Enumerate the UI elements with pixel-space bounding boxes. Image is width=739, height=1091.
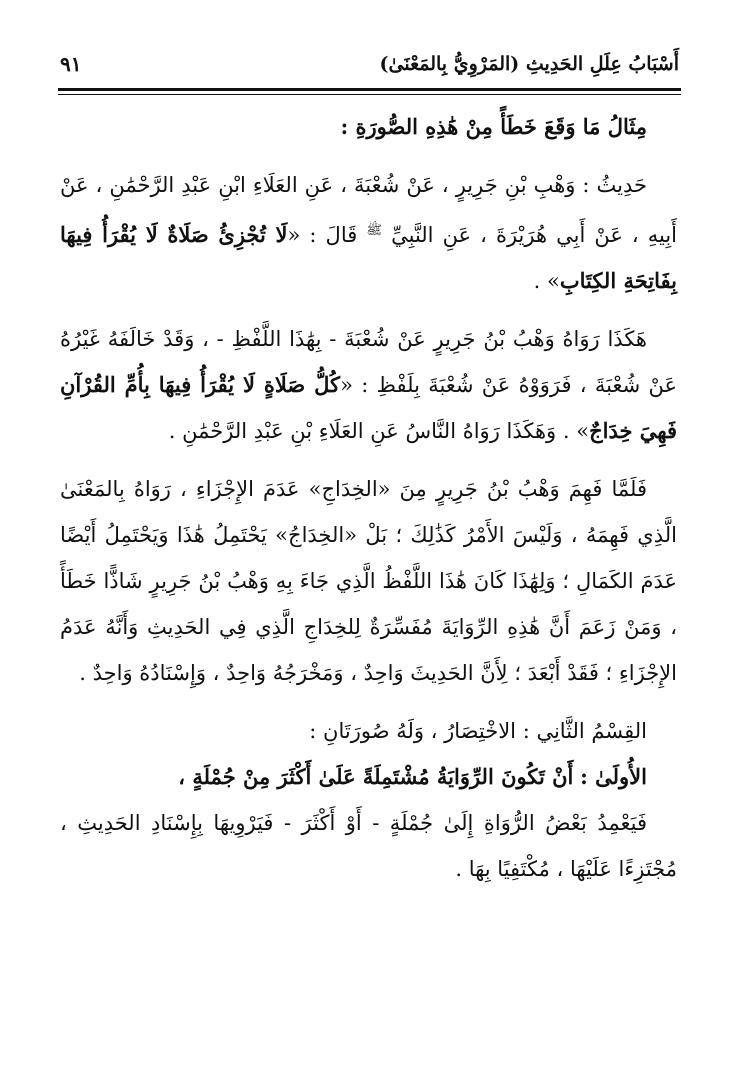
example-heading: مِثَالُ مَا وَقَعَ خَطَأً مِنْ هَٰذِهِ الصُّورَةِ : bbox=[340, 114, 647, 139]
first-form-continuation: فَيَعْمِدُ بَعْضُ الرُّوَاةِ إِلَىٰ جُمْلَةٍ - أَوْ أَكْثَرَ - فَيَرْوِيهَا بِإِسْنَادِ الحَدِيثِ ، مُجْتَزِءًا عَلَيْهَا ، مُكْتَفِيًا بِهَا . bbox=[60, 811, 677, 881]
narration-end: » . وَهَكَذَا رَوَاهُ النَّاسُ عَنِ العَلَاءِ بْنِ عَبْدِ الرَّحْمَٰنِ . bbox=[168, 419, 590, 443]
narration-paragraph bbox=[60, 316, 677, 454]
explanation-paragraph: فَلَمَّا فَهِمَ وَهْبُ بْنُ جَرِيرٍ مِنَ «الخِدَاجِ» عَدَمَ الإِجْزَاءِ ، رَوَاهُ بِالمَعْنَىٰ الَّذِي فَهِمَهُ ، وَلَيْسَ الأَمْرُ كَذَٰلِكَ ؛ بَلْ «الخِدَاجُ» يَحْتَمِلُ هَٰذَا وَيَحْتَمِلُ أَيْضًا عَدَمَ الكَمَالِ ؛ وَلِهَٰذَا كَانَ هَٰذَا اللَّفْظُ الَّذِي جَاءَ بِهِ وَهْبُ بْنُ جَرِيرٍ شَاذًّا خَطَأً ، وَمَنْ زَعَمَ أَنَّ هَٰذِهِ الرِّوَايَةَ مُفَسِّرَةٌ لِلخِدَاجِ الَّذِي فِي الحَدِيثِ وَأَنَّهُ عَدَمُ الإِجْزَاءِ ؛ فَقَدْ أَبْعَدَ ؛ لِأَنَّ الحَدِيثَ وَاحِدٌ ، وَمَخْرَجُهُ وَاحِدٌ ، وَإِسْنَادُهُ وَاحِدٌ . bbox=[60, 477, 677, 685]
running-title: أَسْبَابُ عِلَلِ الحَدِيثِ (المَرْوِيُّ بِالمَعْنَىٰ) bbox=[379, 53, 679, 75]
first-form-label: الأُولَىٰ : bbox=[580, 764, 647, 789]
page-number: ٩١ bbox=[60, 52, 82, 76]
page-body bbox=[60, 104, 677, 892]
section-two-heading: القِسْمُ الثَّانِي : الاخْتِصَارُ ، وَلَهُ صُورَتَانِ : bbox=[309, 719, 647, 743]
first-form-paragraph bbox=[60, 754, 677, 800]
first-form-text: أَنْ تَكُونَ الرِّوَايَةُ مُشْتَمِلَةً عَلَىٰ أَكْثَرَ مِنْ جُمْلَةٍ ، bbox=[178, 764, 574, 789]
narration-intro: هَكَذَا رَوَاهُ وَهْبُ بْنُ جَرِيرٍ عَنْ شُعْبَةَ - بِهَٰذَا اللَّفْظِ - ، وَقَدْ خَالَفَهُ غَيْرُهُ عَنْ شُعْبَةَ ، فَرَوَوْهُ عَنْ شُعْبَةَ بِلَفْظِ : « bbox=[60, 327, 677, 397]
hadith-said: قَالَ : « bbox=[287, 223, 358, 247]
alternate-wording-quote: كُلُّ صَلَاةٍ لَا يُقْرَأُ فِيهَا بِأُمِّ القُرْآنِ فَهِيَ خِدَاجٌ bbox=[60, 372, 677, 443]
salawat-icon: ﷺ bbox=[366, 223, 383, 238]
hadith-paragraph bbox=[60, 162, 677, 304]
header-rule-thick bbox=[58, 88, 681, 91]
page-header bbox=[60, 44, 679, 84]
header-rule-thin bbox=[58, 94, 681, 95]
hadith-chain: حَدِيثُ : وَهْبِ بْنِ جَرِيرٍ ، عَنْ شُعْبَةَ ، عَنِ العَلَاءِ ابْنِ عَبْدِ الرَّحْمَٰنِ ، عَنْ أَبِيهِ ، عَنْ أَبِي هُرَيْرَةَ ، عَنِ النَّبِيِّ bbox=[60, 173, 678, 247]
hadith-end: » . bbox=[533, 269, 560, 293]
hadith-text-quote: لَا تُجْزِئُ صَلَاةٌ لَا يُقْرَأُ فِيهَا بِفَاتِحَةِ الكِتَابِ bbox=[60, 222, 677, 293]
